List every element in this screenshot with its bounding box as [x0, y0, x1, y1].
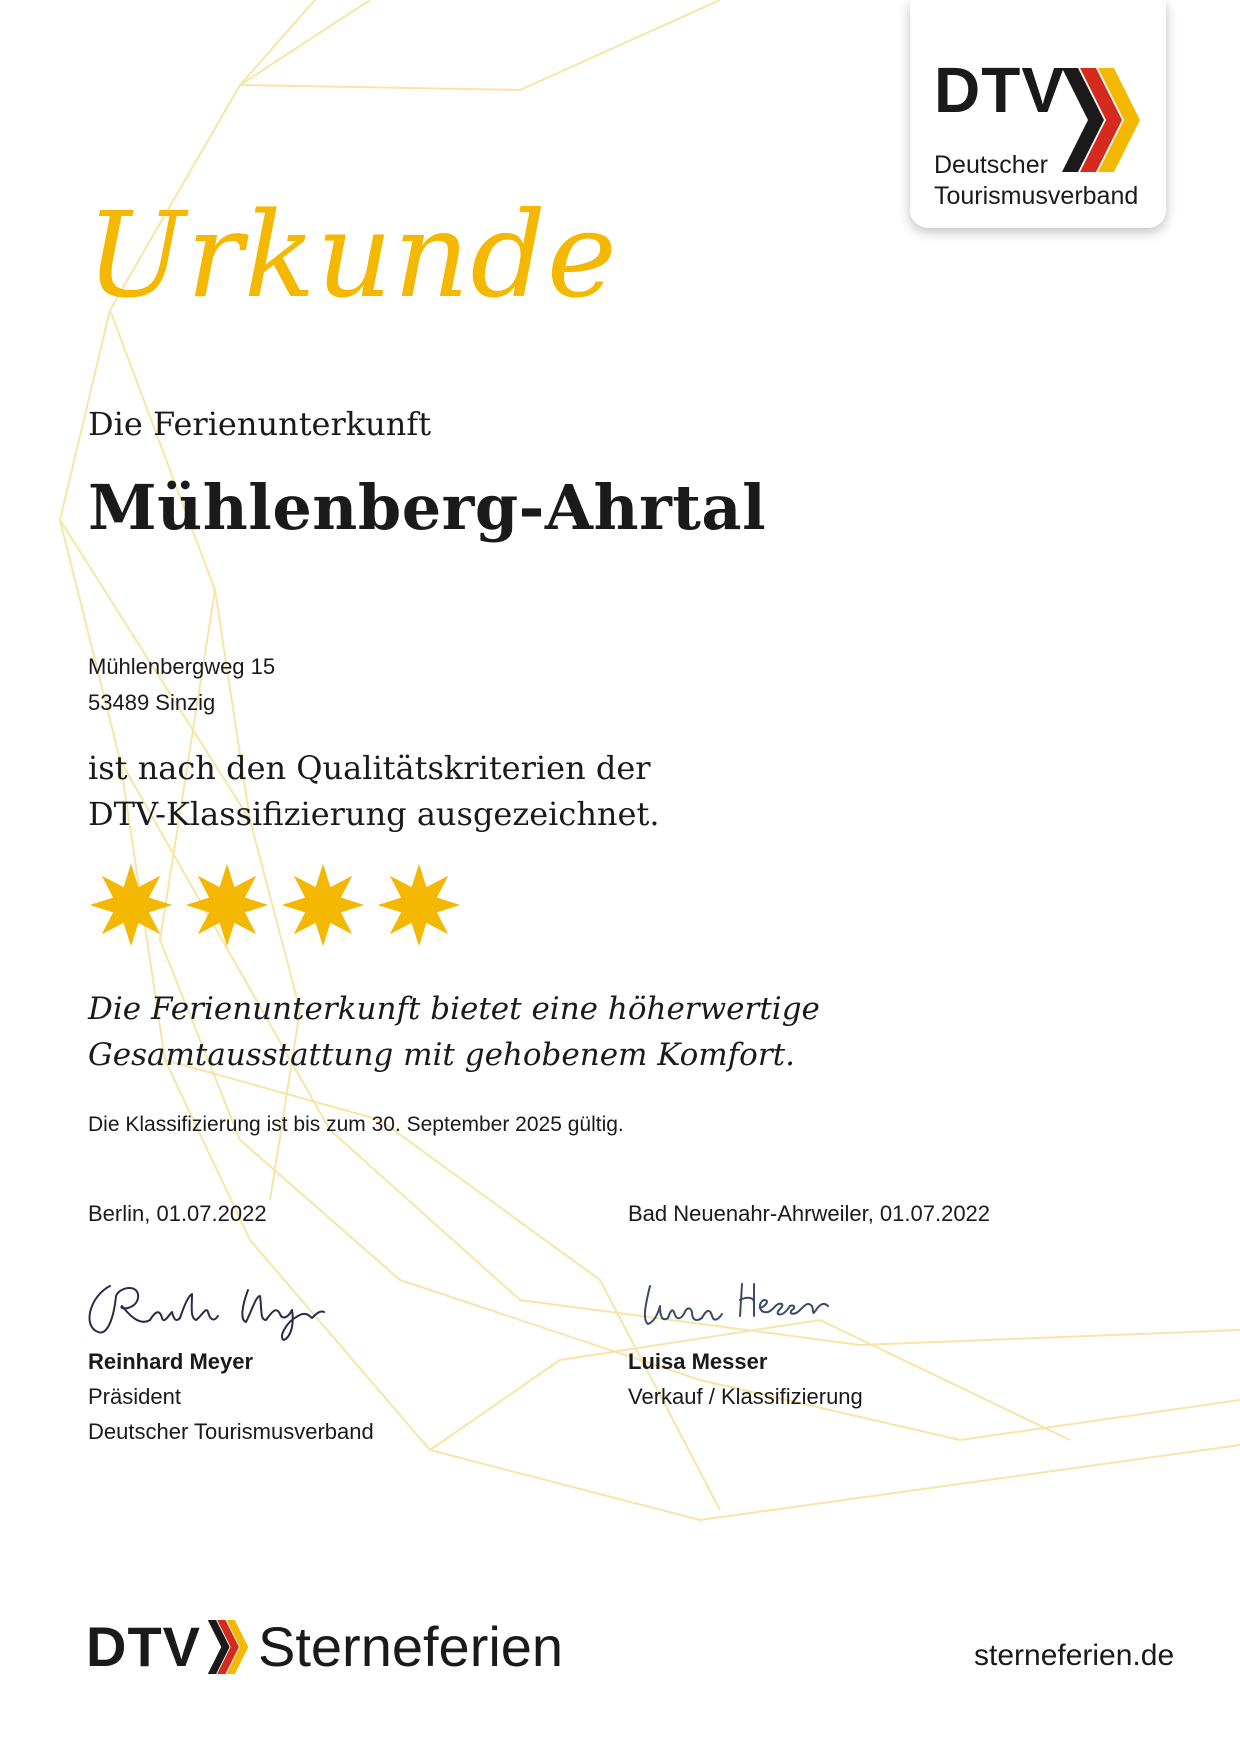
address-city: 53489 Sinzig — [88, 690, 216, 715]
logo-acronym: DTV — [934, 54, 1065, 126]
description-line-2: Gesamtausstattung mit gehobenem Komfort. — [88, 1037, 795, 1073]
validity-note: Die Klassifizierung ist bis zum 30. September 2025 gültig. — [88, 1113, 624, 1136]
signer-name-left: Reinhard Meyer — [88, 1349, 254, 1374]
signer-organization-left: Deutscher Tourismusverband — [88, 1419, 374, 1444]
logo-line-deutscher: Deutscher — [934, 151, 1048, 179]
signature-luisa-messer — [636, 1272, 836, 1338]
star-icon — [184, 862, 270, 948]
star-icon — [88, 862, 174, 948]
qualification-line-2: DTV-Klassifizierung ausgezeichnet. — [88, 795, 660, 833]
place-date-left: Berlin, 01.07.2022 — [88, 1201, 267, 1226]
dtv-chevron-icon — [1058, 68, 1140, 172]
description-line-1: Die Ferienunterkunft bietet eine höherwertige — [88, 991, 820, 1027]
signature-reinhard-meyer — [80, 1276, 340, 1346]
star-rating — [88, 862, 462, 948]
star-icon — [280, 862, 366, 948]
footer-website-link[interactable]: sterneferien.de — [974, 1639, 1175, 1672]
signer-role-left: Präsident — [88, 1384, 181, 1409]
certificate-title: Urkunde — [86, 186, 618, 324]
property-name: Mühlenberg-Ahrtal — [88, 471, 767, 544]
qualification-line-1: ist nach den Qualitätskriterien der — [88, 749, 651, 787]
footer-brand-name: Sterneferien — [258, 1615, 564, 1678]
logo-line-tourismusverband: Tourismusverband — [934, 182, 1139, 210]
place-date-right: Bad Neuenahr-Ahrweiler, 01.07.2022 — [628, 1201, 991, 1226]
dtv-chevron-icon — [204, 1620, 250, 1674]
certificate-subtitle: Die Ferienunterkunft — [88, 405, 432, 443]
signer-name-right: Luisa Messer — [628, 1349, 768, 1374]
address-street: Mühlenbergweg 15 — [88, 654, 276, 679]
star-icon — [376, 862, 462, 948]
footer-brand-acronym: DTV — [86, 1615, 201, 1678]
signer-role-right: Verkauf / Klassifizierung — [628, 1384, 863, 1409]
dtv-logo-card — [910, 0, 1166, 228]
